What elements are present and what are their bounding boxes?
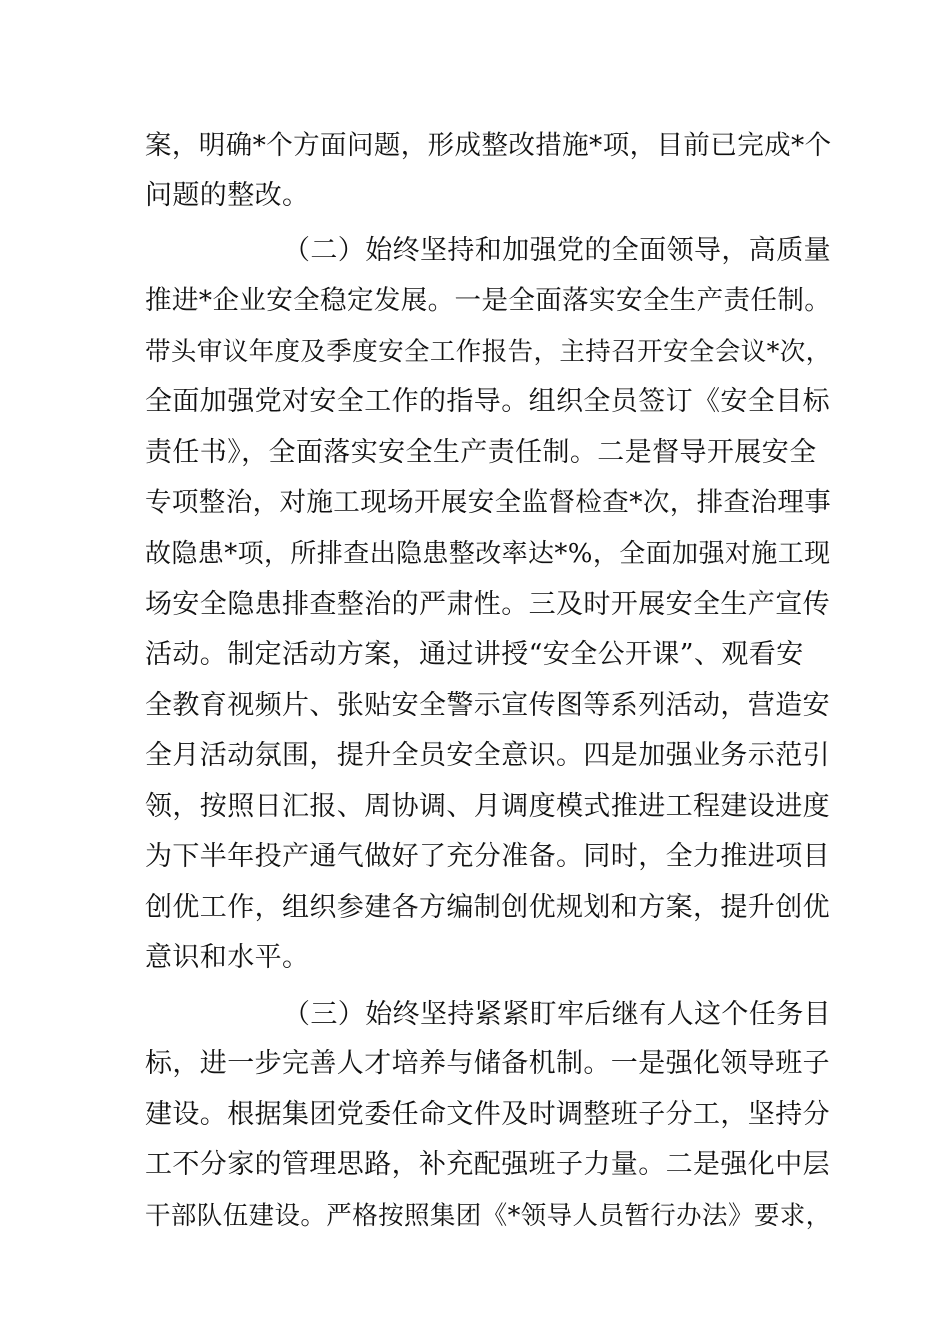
paragraph-line: 干部队伍建设。严格按照集团《*领导人员暂行办法》要求， xyxy=(145,1201,832,1231)
paragraph-line: 领，按照日汇报、周协调、月调度模式推进工程建设进度 xyxy=(145,791,830,822)
paragraph-line: 带头审议年度及季度安全工作报告，主持召开安全会议*次， xyxy=(145,337,832,367)
paragraph-line: 活动。制定活动方案，通过讲授“安全公开课”、观看安 xyxy=(145,639,804,670)
paragraph-line: 场安全隐患排查整治的严肃性。三及时开展安全生产宣传 xyxy=(145,589,830,620)
paragraph-line: 标，进一步完善人才培养与储备机制。一是强化领导班子 xyxy=(145,1048,830,1079)
paragraph-line: 专项整治，对施工现场开展安全监督检查*次，排查治理事 xyxy=(145,487,832,518)
paragraph-line: 全教育视频片、张贴安全警示宣传图等系列活动，营造安 xyxy=(145,690,830,721)
paragraph-line: 全面加强党对安全工作的指导。组织全员签订《安全目标 xyxy=(145,386,830,417)
section-heading-line: （三）始终坚持紧紧盯牢后继有人这个任务目 xyxy=(283,999,831,1030)
section-heading-line: （二）始终坚持和加强党的全面领导，高质量 xyxy=(283,235,831,266)
paragraph-line: 建设。根据集团党委任命文件及时调整班子分工，坚持分 xyxy=(145,1099,830,1130)
paragraph-line: 问题的整改。 xyxy=(145,180,310,211)
paragraph-line: 为下半年投产通气做好了充分准备。同时，全力推进项目 xyxy=(145,841,830,872)
paragraph-line: 工不分家的管理思路，补充配强班子力量。二是强化中层 xyxy=(145,1149,830,1180)
paragraph-line: 意识和水平。 xyxy=(145,942,310,973)
paragraph-line: 案，明确*个方面问题，形成整改措施*项，目前已完成*个 xyxy=(145,130,832,161)
paragraph-line: 创优工作，组织参建各方编制创优规划和方案，提升创优 xyxy=(145,892,830,923)
paragraph-line: 故隐患*项，所排查出隐患整改率达*%，全面加强对施工现 xyxy=(145,539,831,569)
paragraph-line: 推进*企业安全稳定发展。一是全面落实安全生产责任制。 xyxy=(145,285,832,316)
paragraph-line: 责任书》，全面落实安全生产责任制。二是督导开展安全 xyxy=(145,437,817,468)
paragraph-line: 全月活动氛围，提升全员安全意识。四是加强业务示范引 xyxy=(145,740,830,771)
